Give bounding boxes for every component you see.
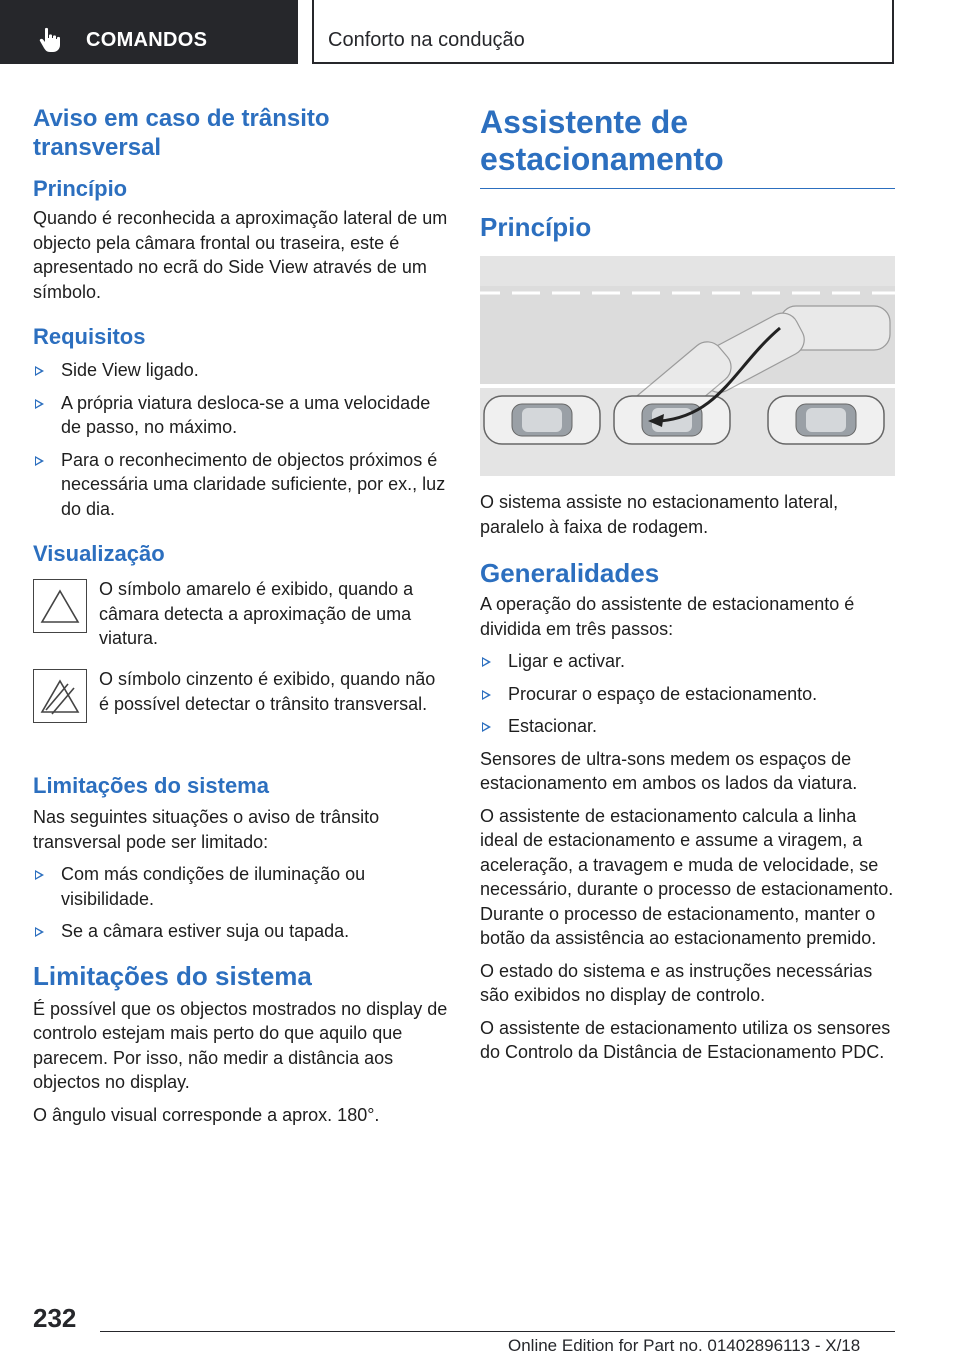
symbol-grey-row — [33, 667, 448, 755]
limits2-heading: Limitações do sistema — [33, 960, 312, 991]
edition-text: Online Edition for Part no. 01402896113 - X/18 — [508, 1336, 861, 1355]
parking-diagram — [480, 256, 895, 476]
requirements-heading: Requisitos — [33, 324, 146, 349]
parked-car-right — [768, 396, 884, 444]
parking-assistant-title: Assistente de estacionamento — [480, 104, 724, 177]
general-heading: Generalidades — [480, 558, 660, 588]
ultrasonic-text: Sensores de ultra-sons medem os espaços de estacionamento em ambos os lados da viatura. — [480, 748, 858, 793]
chapter-label: COMANDOS — [86, 29, 208, 51]
bullet-triangle-icon — [35, 456, 44, 466]
right-principle-heading: Princípio — [480, 212, 592, 242]
list-item: Estacionar. — [480, 714, 895, 739]
principle-heading: Princípio — [33, 176, 128, 201]
bullet-triangle-icon — [35, 870, 44, 880]
page-number: 232 — [33, 1303, 77, 1333]
cross-traffic-title: Aviso em caso de trânsito transversal — [33, 105, 330, 161]
section-title: Conforto na condução — [328, 29, 525, 51]
bullet-triangle-icon — [35, 366, 44, 376]
limits-list — [33, 862, 448, 944]
bullet-triangle-icon — [482, 657, 491, 667]
general-intro: A operação do assistente de estacionamento é dividida em três passos: — [480, 594, 855, 639]
list-item: A própria viatura desloca-se a uma velocidade de passo, no máximo. — [33, 391, 448, 440]
requirements-list — [33, 358, 448, 521]
symbol-grey-text: O símbolo cinzento é exibido, quando não é possível detectar o trânsito transversal. — [99, 669, 436, 714]
symbol-yellow-row — [33, 577, 448, 665]
title-rule — [480, 188, 895, 189]
list-item: Para o reconhecimento de objectos próximos é necessária uma claridade suficiente, por ex., luz do dia. — [33, 448, 448, 522]
limits-intro: Nas seguintes situações o aviso de trânsito transversal pode ser limitado: — [33, 807, 380, 852]
section-header — [312, 0, 894, 64]
list-item: Se a câmara estiver suja ou tapada. — [33, 919, 448, 944]
parked-car-left — [484, 396, 600, 444]
bullet-triangle-icon — [35, 927, 44, 937]
right-column — [480, 104, 895, 1065]
figure-caption: O sistema assiste no estacionamento lateral, paralelo à faixa de rodagem. — [480, 492, 839, 537]
pdc-sensors-text: O assistente de estacionamento utiliza os sensores do Controlo da Distância de Estacionamento PDC. — [480, 1017, 891, 1062]
limits-heading: Limitações do sistema — [33, 773, 269, 798]
left-column — [33, 104, 448, 1127]
bullet-triangle-icon — [482, 722, 491, 732]
status-display-text: O estado do sistema e as instruções necessárias são exibidos no display de controlo. — [480, 960, 873, 1005]
list-item: Ligar e activar. — [480, 649, 895, 674]
warning-triangle-crossed-icon — [33, 669, 87, 723]
chapter-tab — [0, 0, 298, 64]
bullet-triangle-icon — [35, 399, 44, 409]
symbol-yellow-text: O símbolo amarelo é exibido, quando a câmara detecta a aproximação de uma viatura. — [99, 579, 414, 648]
display-heading: Visualização — [33, 541, 165, 566]
principle-text: Quando é reconhecida a aproximação lateral de um objecto pela câmara frontal ou traseira, este é apresentado no ecrã do Side View através de um símbolo. — [33, 208, 448, 302]
footer-rule — [100, 1331, 895, 1332]
steps-list — [480, 649, 895, 739]
parking-illustration — [480, 256, 895, 476]
list-item: Com más condições de iluminação ou visibilidade. — [33, 862, 448, 911]
hand-pointer-icon — [36, 26, 64, 54]
warning-triangle-icon — [33, 579, 87, 633]
list-item: Procurar o espaço de estacionamento. — [480, 682, 895, 707]
limits2-text: É possível que os objectos mostrados no display de controlo estejam mais perto do que aquilo que parecem. Por isso, não medir a distância aos objectos no display. — [33, 998, 448, 1092]
list-item: Side View ligado. — [33, 358, 448, 383]
ideal-line-text: O assistente de estacionamento calcula a linha ideal de estacionamento e assume a viragem, a aceleração, a travagem e muda de velocidade, se necessário, durante o processo de estacionamento. Durante o processo de estacionamento, manter o botão da assistência ao estacionamento premido. — [480, 805, 894, 948]
bullet-triangle-icon — [482, 690, 491, 700]
angle-text: O ângulo visual corresponde a aprox. 180°. — [33, 1104, 380, 1125]
